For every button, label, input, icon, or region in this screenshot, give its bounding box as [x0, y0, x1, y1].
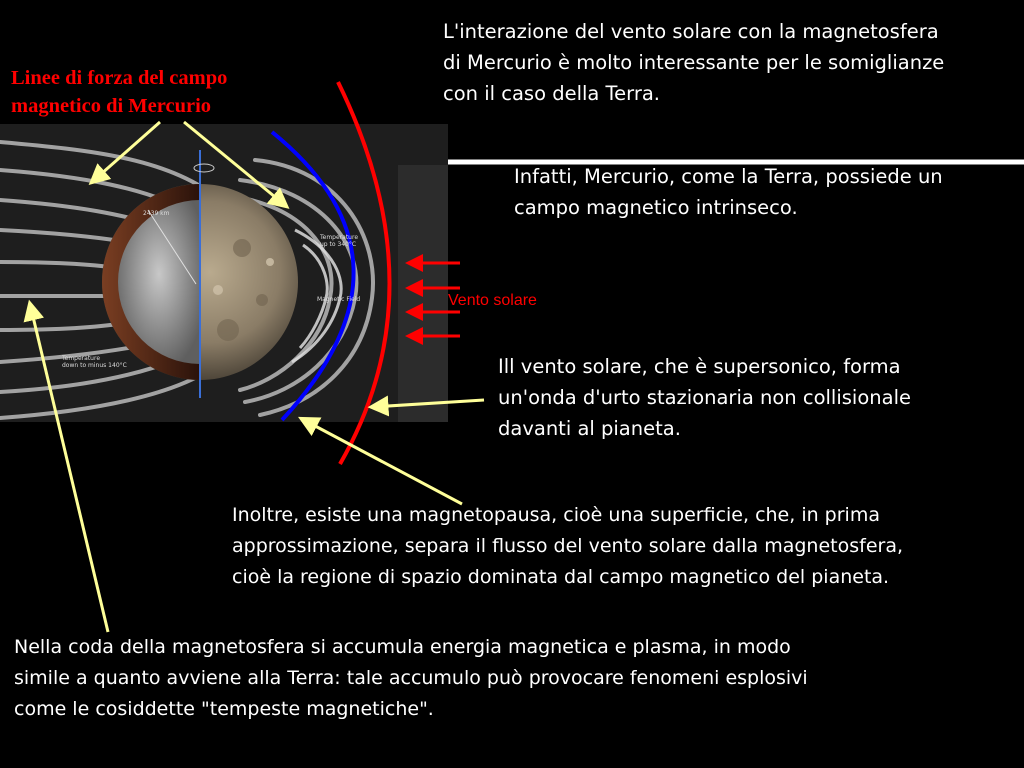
text-line: L'interazione del vento solare con la magnetosfera	[443, 20, 939, 43]
pointer-arrow-magnetopause	[302, 419, 462, 504]
radius-label: 2439 km	[143, 210, 170, 217]
text-line: di Mercurio è molto interessante per le somiglianze	[443, 51, 945, 74]
text-line: un'onda d'urto stazionaria non collisionale	[498, 386, 911, 409]
diagram-title-line2: magnetico di Mercurio	[11, 95, 212, 117]
diagram-title-line1: Linee di forza del campo	[11, 67, 228, 89]
illustration-right-panel	[398, 165, 448, 422]
temperature-hot-line1: Temperature	[320, 234, 359, 241]
temperature-hot-label	[320, 234, 358, 248]
intrinsic-field-paragraph	[514, 161, 943, 223]
magnetosphere-illustration	[0, 124, 448, 422]
temperature-cold-line2: down to minus 140°C	[62, 362, 127, 369]
text-line: davanti al pianeta.	[498, 417, 681, 440]
text-line: Inoltre, esiste una magnetopausa, cioè una superficie, che, in prima	[232, 504, 880, 526]
text-line: campo magnetico intrinseco.	[514, 196, 798, 219]
intro-paragraph	[443, 16, 944, 109]
magnetic-field-label: Magnetic Field	[317, 296, 361, 303]
text-line: approssimazione, separa il flusso del vento solare dalla magnetosfera,	[232, 535, 904, 557]
text-line: Nella coda della magnetosfera si accumula energia magnetica e plasma, in modo	[14, 636, 791, 658]
text-line: Infatti, Mercurio, come la Terra, possiede un	[514, 165, 943, 188]
magnetopause-paragraph	[232, 500, 903, 593]
temperature-cold-line1: Temperature	[62, 355, 101, 362]
text-line: Ill vento solare, che è supersonico, forma	[498, 355, 901, 378]
text-line: cioè la regione di spazio dominata dal campo magnetico del pianeta.	[232, 566, 890, 588]
text-line: come le cosiddette "tempeste magnetiche".	[14, 698, 434, 720]
shock-wave-paragraph	[498, 351, 911, 444]
temperature-hot-line2: up to 340°C	[320, 241, 357, 248]
diagram-title	[11, 64, 227, 120]
text-line: simile a quanto avviene alla Terra: tale accumulo può provocare fenomeni esplosivi	[14, 667, 808, 689]
text-line: con il caso della Terra.	[443, 82, 660, 105]
temperature-cold-label	[62, 355, 127, 369]
solar-wind-label: Vento solare	[448, 292, 537, 309]
tail-paragraph	[14, 632, 808, 725]
